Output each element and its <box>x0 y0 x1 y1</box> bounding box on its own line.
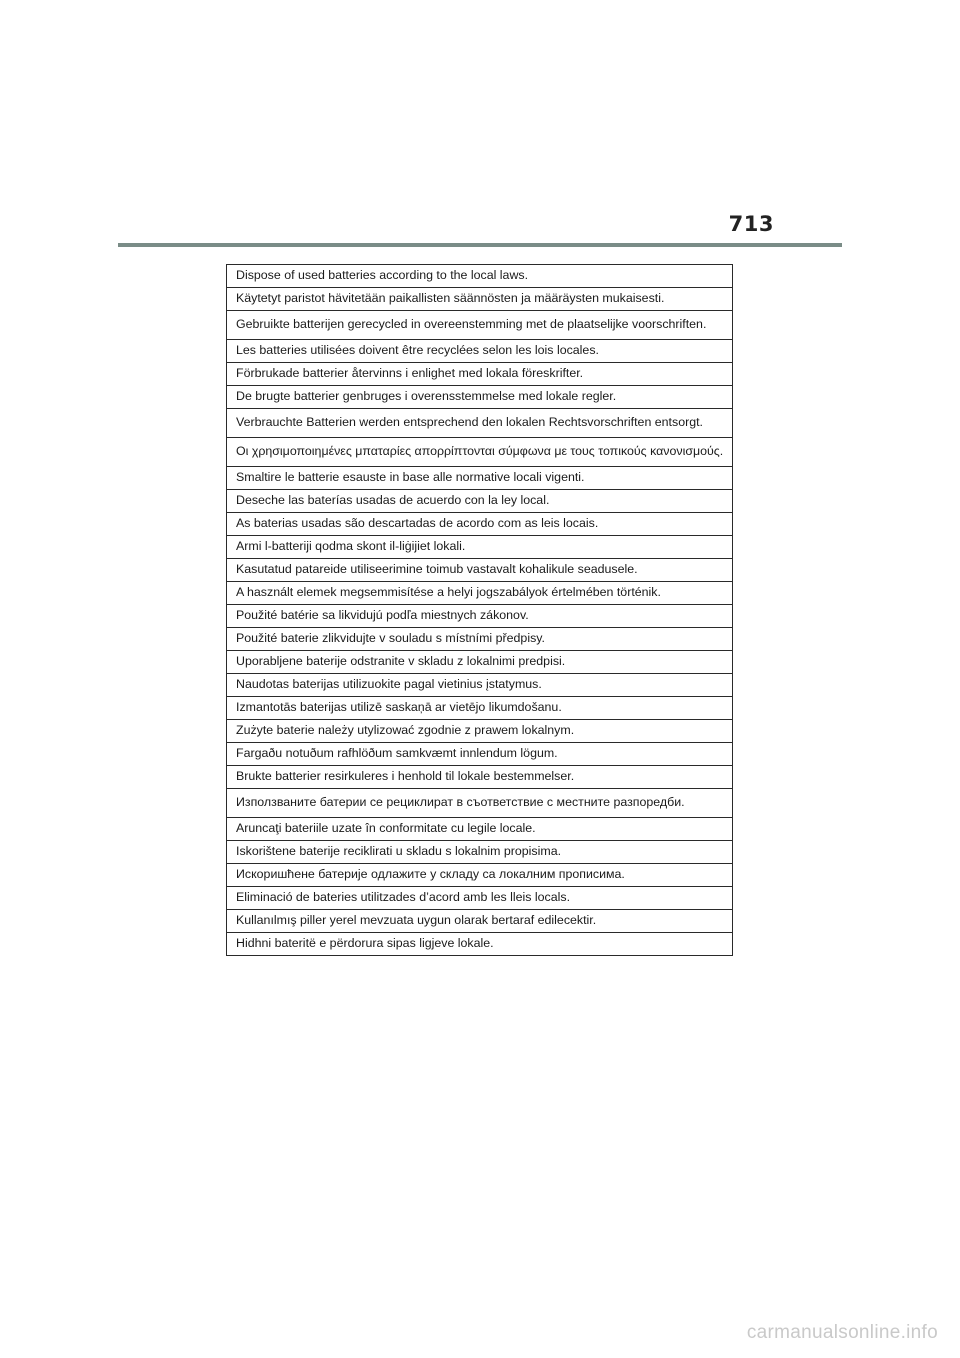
notice-croatian: Iskorištene baterije reciklirati u skladu s lokalnim propisima. <box>227 841 733 864</box>
notice-norwegian: Brukte batterier resirkuleres i henhold til lokale bestemmelser. <box>227 766 733 789</box>
notice-dutch: Gebruikte batterijen gerecycled in overeenstemming met de plaatselijke voorschriften. <box>227 311 733 340</box>
notice-finnish: Käytetyt paristot hävitetään paikallisten säännösten ja määräysten mukaisesti. <box>227 288 733 311</box>
notice-greek: Οι χρησιμοποιημένες μπαταρίες απορρίπτονται σύμφωνα με τους τοπικούς κανονισμούς. <box>227 438 733 467</box>
notice-italian: Smaltire le batterie esauste in base alle normative locali vigenti. <box>227 467 733 490</box>
notice-spanish: Deseche las baterías usadas de acuerdo con la ley local. <box>227 490 733 513</box>
notice-slovak: Použité batérie sa likvidujú podľa miestnych zákonov. <box>227 605 733 628</box>
notice-catalan: Eliminació de bateries utilitzades d’acord amb les lleis locals. <box>227 887 733 910</box>
notice-albanian: Hidhni bateritë e përdorura sipas ligjeve lokale. <box>227 933 733 956</box>
notice-estonian: Kasutatud patareide utiliseerimine toimub vastavalt kohalikule seadusele. <box>227 559 733 582</box>
battery-disposal-notice-table <box>226 264 733 956</box>
notice-hungarian: A használt elemek megsemmisítése a helyi jogszabályok értelmében történik. <box>227 582 733 605</box>
notice-danish: De brugte batterier genbruges i overensstemmelse med lokale regler. <box>227 386 733 409</box>
notice-polish: Zużyte baterie należy utylizować zgodnie z prawem lokalnym. <box>227 720 733 743</box>
notice-maltese: Armi l-batteriji qodma skont il-liġijiet lokali. <box>227 536 733 559</box>
notice-lithuanian: Naudotas baterijas utilizuokite pagal vietinius įstatymus. <box>227 674 733 697</box>
notice-bulgarian: Използваните батерии се рециклират в съответствие с местните разпоредби. <box>227 789 733 818</box>
notice-czech: Použité baterie zlikvidujte v souladu s místními předpisy. <box>227 628 733 651</box>
notice-turkish: Kullanılmış piller yerel mevzuata uygun olarak bertaraf edilecektir. <box>227 910 733 933</box>
watermark: carmanualsonline.info <box>746 1322 938 1343</box>
notice-slovenian: Uporabljene baterije odstranite v skladu z lokalnimi predpisi. <box>227 651 733 674</box>
notice-german: Verbrauchte Batterien werden entsprechend den lokalen Rechtsvorschriften entsorgt. <box>227 409 733 438</box>
notice-english: Dispose of used batteries according to the local laws. <box>227 265 733 288</box>
page-number: 713 <box>728 212 774 236</box>
notice-icelandic: Fargaðu notuðum rafhlöðum samkvæmt innlendum lögum. <box>227 743 733 766</box>
notice-portuguese: As baterias usadas são descartadas de acordo com as leis locais. <box>227 513 733 536</box>
notice-serbian: Искоришћене батерије одлажите у складу са локалним прописима. <box>227 864 733 887</box>
notice-romanian: Aruncaţi bateriile uzate în conformitate cu legile locale. <box>227 818 733 841</box>
notice-french: Les batteries utilisées doivent être recyclées selon les lois locales. <box>227 340 733 363</box>
notice-latvian: Izmantotās baterijas utilizē saskaņā ar vietējo likumdošanu. <box>227 697 733 720</box>
header-rule <box>118 243 842 247</box>
notice-swedish: Förbrukade batterier återvinns i enlighet med lokala föreskrifter. <box>227 363 733 386</box>
